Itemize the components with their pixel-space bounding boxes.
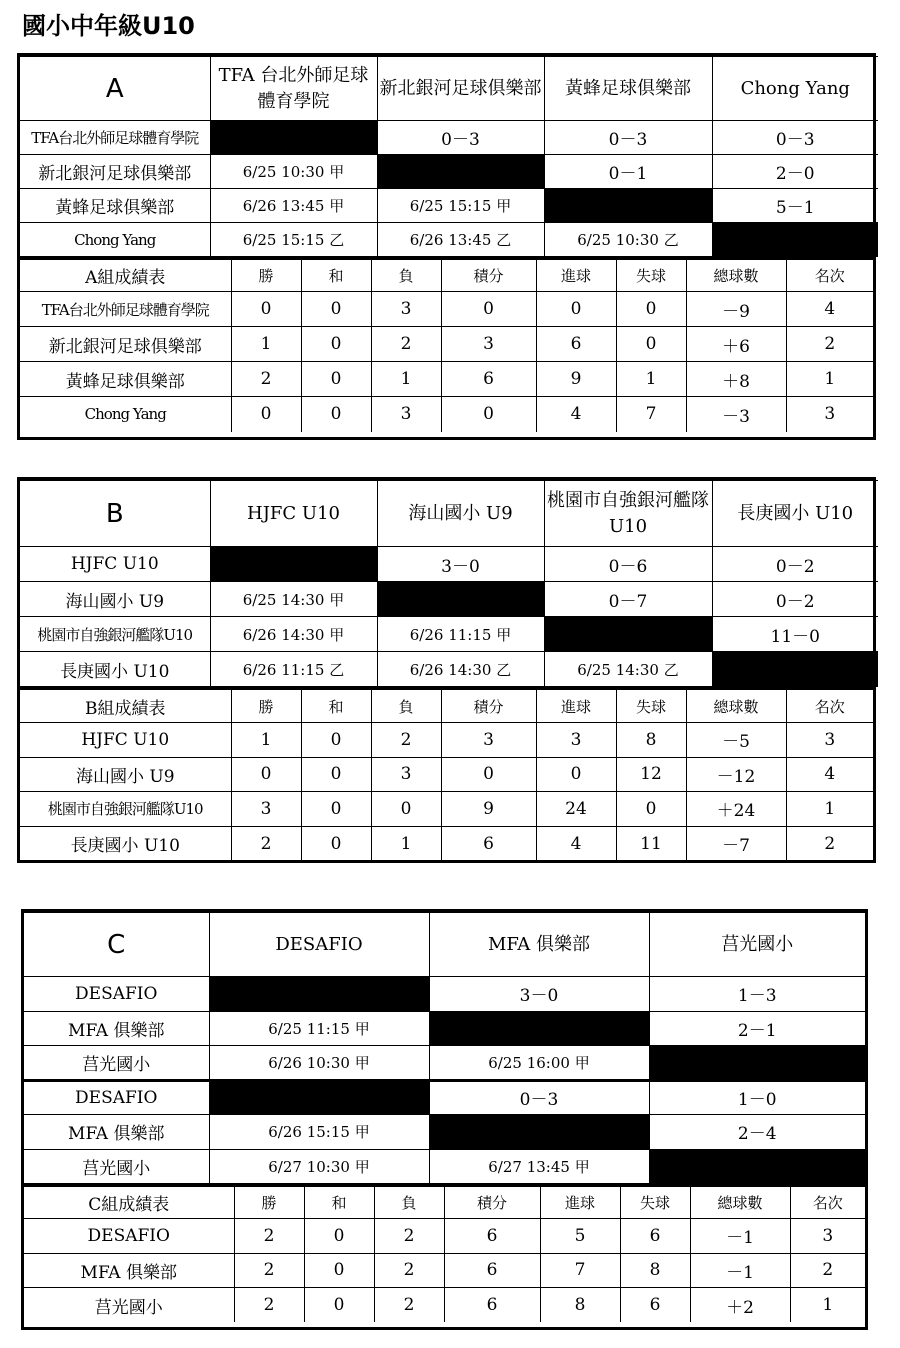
match-schedule-cell: 6/26 11:15 乙 — [210, 652, 377, 687]
team-row-name: MFA 俱樂部 — [24, 1115, 209, 1150]
team-row-name: 莒光國小 — [24, 1046, 209, 1081]
standings-column-header: 失球 — [616, 689, 686, 723]
team-row-name: 黃蜂足球俱樂部 — [20, 189, 210, 223]
group-label: A — [20, 57, 210, 121]
team-column-header: 海山國小 U9 — [377, 481, 544, 547]
standings-column-header: 積分 — [441, 259, 536, 292]
standings-value: 0 — [616, 327, 686, 362]
match-row — [24, 1080, 865, 1115]
standings-value: 8 — [616, 723, 686, 758]
standings-team-name: 黃蜂足球俱樂部 — [20, 362, 231, 397]
standings-team-name: 桃園市自強銀河艦隊U10 — [20, 792, 231, 827]
match-schedule-cell: 6/26 14:30 乙 — [377, 652, 544, 687]
match-schedule-cell: 6/26 15:15 甲 — [209, 1115, 429, 1150]
self-match-cell — [209, 1080, 429, 1115]
standings-team-name: 莒光國小 — [24, 1288, 234, 1323]
standings-column-header: 和 — [301, 689, 371, 723]
standings-team-name: MFA 俱樂部 — [24, 1253, 234, 1288]
match-score-cell: 2－4 — [649, 1115, 865, 1150]
standings-value: 0 — [301, 757, 371, 792]
team-column-header: 長庚國小 U10 — [712, 481, 878, 547]
standings-team-name: Chong Yang — [20, 397, 231, 432]
standings-title: C組成績表 — [24, 1186, 234, 1219]
match-row — [24, 1011, 865, 1046]
standings-column-header: 總球數 — [690, 1186, 790, 1219]
standings-value: 2 — [371, 723, 441, 758]
match-schedule-cell: 6/26 10:30 甲 — [209, 1046, 429, 1081]
standings-value: 0 — [616, 792, 686, 827]
group-label: B — [20, 481, 210, 547]
match-score-cell: 0－7 — [544, 582, 712, 617]
match-row — [20, 547, 878, 582]
standings-value: 0 — [231, 292, 301, 327]
standings-value: 0 — [304, 1288, 374, 1323]
standings-value: 2 — [374, 1253, 444, 1288]
match-schedule-cell: 6/25 10:30 甲 — [210, 155, 377, 189]
team-column-header: HJFC U10 — [210, 481, 377, 547]
self-match-cell — [544, 189, 712, 223]
match-score-cell: 0－3 — [712, 121, 878, 155]
team-column-header: 黃蜂足球俱樂部 — [544, 57, 712, 121]
standings-column-header: 進球 — [536, 259, 616, 292]
standings-value: －5 — [686, 723, 786, 758]
standings-value: 3 — [371, 757, 441, 792]
standings-value: 1 — [231, 723, 301, 758]
standings-row — [20, 792, 873, 827]
standings-value: 4 — [786, 757, 873, 792]
team-row-name: DESAFIO — [24, 1080, 209, 1115]
standings-value: 4 — [536, 397, 616, 432]
match-score-cell: 3－0 — [429, 977, 649, 1012]
standings-value: 9 — [441, 792, 536, 827]
match-row — [24, 1046, 865, 1081]
standings-value: 2 — [234, 1253, 304, 1288]
standings-value: 0 — [231, 397, 301, 432]
standings-value: 1 — [786, 792, 873, 827]
match-score-cell: 0－6 — [544, 547, 712, 582]
standings-value: 8 — [540, 1288, 620, 1323]
self-match-cell — [377, 155, 544, 189]
standings-value: 0 — [441, 397, 536, 432]
standings-column-header: 總球數 — [686, 689, 786, 723]
standings-row — [20, 757, 873, 792]
standings-value: 2 — [371, 327, 441, 362]
standings-value: 2 — [231, 826, 301, 861]
standings-value: 6 — [620, 1288, 690, 1323]
team-column-header: 新北銀河足球俱樂部 — [377, 57, 544, 121]
match-score-cell: 5－1 — [712, 189, 878, 223]
standings-team-name: DESAFIO — [24, 1219, 234, 1254]
group-label: C — [24, 913, 209, 977]
team-row-name: MFA 俱樂部 — [24, 1011, 209, 1046]
standings-value: 6 — [620, 1219, 690, 1254]
self-match-cell — [544, 617, 712, 652]
self-match-cell — [210, 547, 377, 582]
match-score-cell: 0－3 — [544, 121, 712, 155]
standings-column-header: 勝 — [231, 259, 301, 292]
match-schedule-cell: 6/25 15:15 甲 — [377, 189, 544, 223]
standings-column-header: 勝 — [231, 689, 301, 723]
standings-table — [20, 257, 873, 432]
standings-row — [20, 292, 873, 327]
standings-value: 3 — [536, 723, 616, 758]
standings-value: 3 — [371, 292, 441, 327]
team-row-name: Chong Yang — [20, 223, 210, 257]
standings-value: 0 — [231, 757, 301, 792]
standings-value: 6 — [444, 1288, 540, 1323]
match-schedule-cell: 6/25 16:00 甲 — [429, 1046, 649, 1081]
standings-value: 6 — [444, 1219, 540, 1254]
standings-value: 6 — [441, 826, 536, 861]
standings-value: 6 — [441, 362, 536, 397]
standings-value: 3 — [441, 327, 536, 362]
standings-column-header: 進球 — [536, 689, 616, 723]
match-row — [20, 189, 878, 223]
match-score-cell: 0－3 — [377, 121, 544, 155]
standings-value: ＋24 — [686, 792, 786, 827]
standings-value: 2 — [374, 1219, 444, 1254]
match-row — [24, 977, 865, 1012]
standings-row — [20, 723, 873, 758]
self-match-cell — [209, 977, 429, 1012]
standings-value: 0 — [616, 292, 686, 327]
standings-value: －7 — [686, 826, 786, 861]
match-schedule-cell: 6/26 13:45 乙 — [377, 223, 544, 257]
standings-value: 4 — [536, 826, 616, 861]
standings-column-header: 負 — [371, 689, 441, 723]
match-schedule-cell: 6/25 14:30 乙 — [544, 652, 712, 687]
team-row-name: 海山國小 U9 — [20, 582, 210, 617]
standings-value: 1 — [786, 362, 873, 397]
standings-value: 0 — [301, 397, 371, 432]
team-column-header: 莒光國小 — [649, 913, 865, 977]
standings-value: ＋2 — [690, 1288, 790, 1323]
match-row — [24, 1149, 865, 1184]
standings-column-header: 勝 — [234, 1186, 304, 1219]
match-schedule-cell: 6/27 13:45 甲 — [429, 1149, 649, 1184]
standings-value: 3 — [371, 397, 441, 432]
standings-value: －1 — [690, 1219, 790, 1254]
self-match-cell — [649, 1046, 865, 1081]
standings-value: 7 — [616, 397, 686, 432]
match-row — [20, 223, 878, 257]
team-row-name: 新北銀河足球俱樂部 — [20, 155, 210, 189]
standings-value: 1 — [371, 826, 441, 861]
match-schedule-cell: 6/25 10:30 乙 — [544, 223, 712, 257]
standings-title: B組成績表 — [20, 689, 231, 723]
match-table — [24, 912, 865, 1184]
standings-value: 0 — [301, 792, 371, 827]
match-schedule-cell: 6/25 14:30 甲 — [210, 582, 377, 617]
standings-value: 2 — [231, 362, 301, 397]
standings-table — [20, 687, 873, 861]
standings-column-header: 進球 — [540, 1186, 620, 1219]
standings-value: 0 — [301, 327, 371, 362]
self-match-cell — [649, 1149, 865, 1184]
team-column-header: Chong Yang — [712, 57, 878, 121]
standings-title: A組成績表 — [20, 259, 231, 292]
team-row-name: HJFC U10 — [20, 547, 210, 582]
standings-column-header: 名次 — [786, 689, 873, 723]
standings-value: 9 — [536, 362, 616, 397]
group-a-panel — [17, 53, 876, 440]
standings-value: 0 — [304, 1219, 374, 1254]
standings-value: 5 — [540, 1219, 620, 1254]
standings-column-header: 負 — [371, 259, 441, 292]
self-match-cell — [429, 1115, 649, 1150]
standings-value: －3 — [686, 397, 786, 432]
match-score-cell: 1－0 — [649, 1080, 865, 1115]
standings-value: 0 — [301, 723, 371, 758]
standings-column-header: 名次 — [786, 259, 873, 292]
standings-column-header: 積分 — [441, 689, 536, 723]
standings-row — [20, 362, 873, 397]
standings-value: 8 — [620, 1253, 690, 1288]
standings-value: 3 — [231, 792, 301, 827]
standings-column-header: 和 — [301, 259, 371, 292]
standings-column-header: 名次 — [790, 1186, 865, 1219]
standings-value: 1 — [371, 362, 441, 397]
standings-value: 0 — [301, 826, 371, 861]
match-schedule-cell: 6/26 11:15 甲 — [377, 617, 544, 652]
match-table — [20, 56, 878, 257]
team-column-header: MFA 俱樂部 — [429, 913, 649, 977]
team-row-name: 桃園市自強銀河艦隊U10 — [20, 617, 210, 652]
self-match-cell — [377, 582, 544, 617]
standings-value: 4 — [786, 292, 873, 327]
standings-row — [24, 1288, 865, 1323]
match-row — [20, 121, 878, 155]
standings-value: 1 — [231, 327, 301, 362]
match-score-cell: 2－0 — [712, 155, 878, 189]
standings-value: 6 — [444, 1253, 540, 1288]
self-match-cell — [429, 1011, 649, 1046]
match-score-cell: 2－1 — [649, 1011, 865, 1046]
match-schedule-cell: 6/25 15:15 乙 — [210, 223, 377, 257]
page-title: 國小中年級U10 — [22, 12, 195, 40]
standings-value: 0 — [536, 292, 616, 327]
standings-value: ＋6 — [686, 327, 786, 362]
match-table — [20, 480, 878, 687]
team-row-name: 莒光國小 — [24, 1149, 209, 1184]
standings-column-header: 失球 — [616, 259, 686, 292]
team-row-name: 長庚國小 U10 — [20, 652, 210, 687]
standings-column-header: 負 — [374, 1186, 444, 1219]
self-match-cell — [712, 223, 878, 257]
standings-team-name: HJFC U10 — [20, 723, 231, 758]
standings-value: 3 — [786, 397, 873, 432]
standings-value: 0 — [301, 362, 371, 397]
standings-column-header: 失球 — [620, 1186, 690, 1219]
match-score-cell: 0－3 — [429, 1080, 649, 1115]
standings-row — [24, 1253, 865, 1288]
match-schedule-cell: 6/26 14:30 甲 — [210, 617, 377, 652]
match-row — [20, 652, 878, 687]
standings-team-name: 新北銀河足球俱樂部 — [20, 327, 231, 362]
standings-team-name: 海山國小 U9 — [20, 757, 231, 792]
standings-value: 3 — [786, 723, 873, 758]
match-row — [20, 582, 878, 617]
match-score-cell: 0－2 — [712, 547, 878, 582]
standings-column-header: 和 — [304, 1186, 374, 1219]
self-match-cell — [210, 121, 377, 155]
match-score-cell: 0－1 — [544, 155, 712, 189]
match-score-cell: 0－2 — [712, 582, 878, 617]
standings-column-header: 總球數 — [686, 259, 786, 292]
standings-value: 2 — [234, 1219, 304, 1254]
team-row-name: DESAFIO — [24, 977, 209, 1012]
match-score-cell: 11－0 — [712, 617, 878, 652]
standings-value: －9 — [686, 292, 786, 327]
standings-row — [20, 397, 873, 432]
team-column-header: 桃園市自強銀河艦隊U10 — [544, 481, 712, 547]
standings-value: 0 — [441, 757, 536, 792]
team-row-name: TFA台北外師足球體育學院 — [20, 121, 210, 155]
standings-value: 1 — [616, 362, 686, 397]
self-match-cell — [712, 652, 878, 687]
standings-value: 24 — [536, 792, 616, 827]
team-column-header: TFA 台北外師足球體育學院 — [210, 57, 377, 121]
standings-value: 0 — [536, 757, 616, 792]
standings-value: 0 — [304, 1253, 374, 1288]
match-row — [20, 155, 878, 189]
match-row — [20, 617, 878, 652]
match-schedule-cell: 6/27 10:30 甲 — [209, 1149, 429, 1184]
standings-column-header: 積分 — [444, 1186, 540, 1219]
standings-value: 0 — [301, 292, 371, 327]
standings-row — [20, 826, 873, 861]
standings-value: 11 — [616, 826, 686, 861]
standings-value: 7 — [540, 1253, 620, 1288]
standings-row — [24, 1219, 865, 1254]
standings-value: 12 — [616, 757, 686, 792]
standings-value: 2 — [374, 1288, 444, 1323]
standings-value: 0 — [371, 792, 441, 827]
standings-value: 2 — [786, 327, 873, 362]
standings-table — [24, 1184, 865, 1322]
standings-row — [20, 327, 873, 362]
standings-value: ＋8 — [686, 362, 786, 397]
group-b-panel — [17, 477, 876, 863]
standings-value: 2 — [790, 1253, 865, 1288]
match-schedule-cell: 6/26 13:45 甲 — [210, 189, 377, 223]
standings-value: 6 — [536, 327, 616, 362]
standings-value: 0 — [441, 292, 536, 327]
match-score-cell: 3－0 — [377, 547, 544, 582]
standings-value: 2 — [234, 1288, 304, 1323]
standings-value: 2 — [786, 826, 873, 861]
match-schedule-cell: 6/25 11:15 甲 — [209, 1011, 429, 1046]
standings-team-name: 長庚國小 U10 — [20, 826, 231, 861]
standings-value: 3 — [790, 1219, 865, 1254]
standings-value: 1 — [790, 1288, 865, 1323]
standings-team-name: TFA台北外師足球體育學院 — [20, 292, 231, 327]
standings-value: －12 — [686, 757, 786, 792]
group-c-panel — [21, 909, 868, 1330]
standings-value: －1 — [690, 1253, 790, 1288]
standings-value: 3 — [441, 723, 536, 758]
match-score-cell: 1－3 — [649, 977, 865, 1012]
team-column-header: DESAFIO — [209, 913, 429, 977]
match-row — [24, 1115, 865, 1150]
